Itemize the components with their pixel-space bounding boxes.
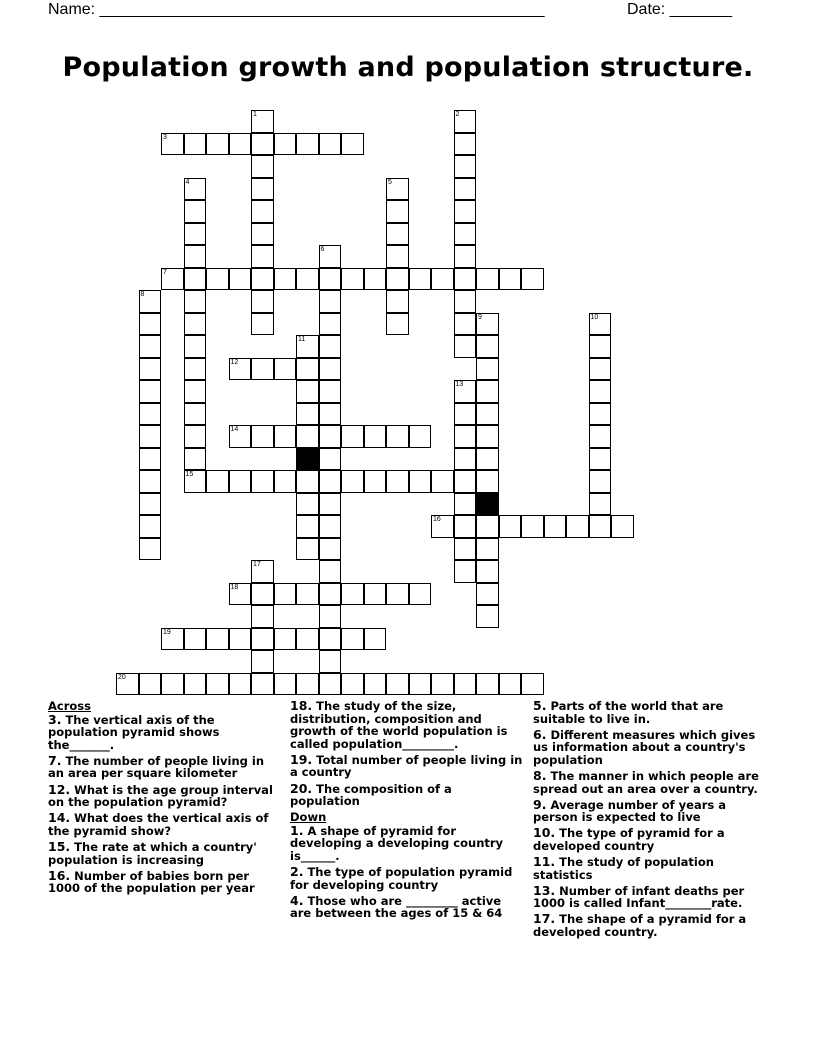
clue-number: 20 [118, 673, 126, 681]
grid-cell[interactable] [544, 515, 567, 538]
grid-cell[interactable] [589, 425, 612, 448]
grid-cell[interactable] [229, 133, 252, 156]
grid-cell[interactable] [296, 268, 319, 291]
grid-cell[interactable] [296, 493, 319, 516]
grid-cell[interactable] [184, 380, 207, 403]
clue-number-label: 15. [48, 838, 71, 854]
grid-cell[interactable] [386, 470, 409, 493]
grid-cell[interactable] [251, 223, 274, 246]
grid-cell[interactable] [206, 673, 229, 696]
grid-cell[interactable] [251, 358, 274, 381]
grid-cell[interactable] [454, 268, 477, 291]
grid-cell[interactable] [341, 268, 364, 291]
clue-text: The study of the size, distribution, composition and growth of the world population is called population_________. [290, 699, 508, 751]
grid-cell[interactable] [296, 583, 319, 606]
grid-cell[interactable] [319, 290, 342, 313]
grid-cell[interactable] [319, 133, 342, 156]
grid-cell[interactable] [251, 470, 274, 493]
grid-cell[interactable] [521, 673, 544, 696]
grid-cell[interactable] [386, 673, 409, 696]
grid-cell[interactable] [454, 448, 477, 471]
grid-cell[interactable] [139, 448, 162, 471]
clue [290, 700, 525, 750]
grid-cell[interactable] [251, 178, 274, 201]
across-heading: Across [48, 699, 91, 713]
clue-number: 8 [140, 291, 145, 298]
grid-cell[interactable] [296, 470, 319, 493]
grid-cell[interactable] [184, 313, 207, 336]
clue [533, 726, 765, 767]
grid-cell[interactable] [431, 470, 454, 493]
grid-cell[interactable] [341, 628, 364, 651]
grid-cell[interactable] [521, 268, 544, 291]
grid-cell[interactable] [139, 538, 162, 561]
grid-cell[interactable] [499, 515, 522, 538]
grid-cell[interactable] [296, 380, 319, 403]
grid-cell[interactable] [184, 358, 207, 381]
grid-cell[interactable] [319, 605, 342, 628]
grid-cell[interactable] [184, 628, 207, 651]
grid-cell[interactable] [296, 673, 319, 696]
clue-number-label: 10. [533, 825, 556, 841]
grid-cell[interactable] [184, 133, 207, 156]
grid-cell[interactable] [319, 538, 342, 561]
grid-cell[interactable] [139, 470, 162, 493]
clue [533, 767, 765, 796]
grid-cell[interactable] [589, 470, 612, 493]
grid-cell[interactable] [454, 133, 477, 156]
clue-number: 4 [185, 178, 190, 186]
clue [533, 796, 765, 825]
grid-cell[interactable] [454, 245, 477, 268]
grid-cell[interactable] [251, 290, 274, 313]
grid-cell[interactable] [251, 155, 274, 178]
clue-text: Different measures which gives us information about a country's population [533, 727, 756, 767]
grid-cell[interactable] [206, 628, 229, 651]
grid-cell[interactable] [116, 673, 139, 696]
clue-number: 13 [455, 381, 464, 388]
grid-cell[interactable] [274, 268, 297, 291]
clue-number: 12 [230, 358, 239, 366]
grid-cell[interactable] [454, 155, 477, 178]
grid-cell[interactable] [476, 583, 499, 606]
grid-cell[interactable] [409, 268, 432, 291]
clue-number-label: 20. [290, 780, 313, 796]
clue-number-label: 5. [533, 698, 547, 713]
grid-cell[interactable] [341, 133, 364, 156]
grid-cell[interactable] [139, 335, 162, 358]
clue-text: The shape of a pyramid for a developed country. [533, 912, 747, 939]
grid-cell[interactable] [431, 268, 454, 291]
grid-cell[interactable] [319, 268, 342, 291]
grid-cell[interactable] [229, 358, 252, 381]
clue-text: The number of people living in an area per square kilometer [48, 753, 265, 781]
grid-cell[interactable] [229, 425, 252, 448]
grid-cell[interactable] [409, 673, 432, 696]
clue-number: 16 [433, 516, 441, 523]
grid-cell[interactable] [386, 313, 409, 336]
grid-cell[interactable] [139, 403, 162, 426]
grid-cell[interactable] [251, 133, 274, 156]
grid-cell[interactable] [184, 403, 207, 426]
grid-cell[interactable] [206, 470, 229, 493]
grid-cell[interactable] [476, 448, 499, 471]
grid-cell[interactable] [566, 515, 589, 538]
grid-cell[interactable] [251, 650, 274, 673]
grid-cell[interactable] [319, 493, 342, 516]
grid-cell[interactable] [521, 515, 544, 538]
clue-text: Total number of people living in a country [290, 752, 523, 780]
grid-cell[interactable] [251, 673, 274, 696]
grid-cell[interactable] [139, 290, 162, 313]
grid-cell[interactable] [251, 425, 274, 448]
grid-cell[interactable] [409, 425, 432, 448]
grid-cell[interactable] [139, 358, 162, 381]
clue [533, 913, 765, 938]
grid-cell[interactable] [454, 470, 477, 493]
clue-number: 3 [163, 133, 167, 141]
clue-text: The vertical axis of the population pyramid shows the_______. [48, 712, 220, 752]
grid-cell[interactable] [251, 245, 274, 268]
grid-cell[interactable] [319, 628, 342, 651]
grid-cell[interactable] [476, 335, 499, 358]
clue-text: What does the vertical axis of the pyramid show? [48, 811, 269, 838]
clue-number-label: 9. [533, 796, 547, 812]
clue [533, 882, 765, 911]
grid-cell[interactable] [611, 515, 634, 538]
grid-cell[interactable] [341, 470, 364, 493]
clue [290, 780, 525, 809]
grid-cell[interactable] [386, 268, 409, 291]
grid-cell[interactable] [364, 268, 387, 291]
grid-cell[interactable] [319, 245, 342, 268]
grid-cell[interactable] [454, 110, 477, 133]
grid-cell[interactable] [251, 268, 274, 291]
grid-cell[interactable] [364, 425, 387, 448]
grid-cell[interactable] [251, 560, 274, 583]
grid-cell[interactable] [364, 583, 387, 606]
date-field: Date: _______ [627, 1, 732, 18]
grid-cell[interactable] [184, 448, 207, 471]
grid-cell[interactable] [476, 673, 499, 696]
clue [48, 711, 273, 752]
grid-cell[interactable] [229, 673, 252, 696]
grid-cell[interactable] [454, 673, 477, 696]
grid-cell[interactable] [319, 335, 342, 358]
grid-cell[interactable] [274, 470, 297, 493]
clue-text: Number of babies born per 1000 of the population per year [48, 868, 255, 896]
grid-cell[interactable] [341, 583, 364, 606]
grid-cell[interactable] [454, 403, 477, 426]
grid-cell[interactable] [319, 313, 342, 336]
grid-cell[interactable] [251, 200, 274, 223]
clue-number-label: 19. [290, 751, 313, 767]
grid-cell[interactable] [589, 448, 612, 471]
clue-number: 5 [388, 178, 392, 186]
clue-text: The composition of a population [290, 781, 452, 809]
grid-cell[interactable] [364, 470, 387, 493]
clue [48, 812, 273, 837]
grid-cell[interactable] [364, 628, 387, 651]
grid-cell[interactable] [589, 380, 612, 403]
grid-cell[interactable] [499, 673, 522, 696]
grid-cell[interactable] [184, 223, 207, 246]
grid-cell[interactable] [296, 358, 319, 381]
name-field: Name: __________________________________________________ [48, 1, 545, 18]
grid-cell[interactable] [476, 268, 499, 291]
grid-cell[interactable] [476, 313, 499, 336]
grid-cell[interactable] [589, 515, 612, 538]
grid-cell[interactable] [341, 673, 364, 696]
grid-cell[interactable] [589, 403, 612, 426]
grid-cell[interactable] [409, 583, 432, 606]
grid-cell[interactable] [319, 583, 342, 606]
grid-cell[interactable] [296, 133, 319, 156]
grid-cell[interactable] [139, 425, 162, 448]
clue-number-label: 8. [533, 767, 547, 783]
grid-cell[interactable] [139, 380, 162, 403]
clue-number-label: 3. [48, 711, 62, 727]
grid-cell[interactable] [296, 335, 319, 358]
clue-number-label: 12. [48, 781, 71, 797]
grid-cell[interactable] [454, 178, 477, 201]
clue-number-label: 6. [533, 726, 547, 742]
clue-text: What is the age group interval on the population pyramid? [48, 782, 273, 810]
grid-cell[interactable] [386, 245, 409, 268]
clue-number: 17 [253, 561, 261, 568]
grid-cell[interactable] [454, 223, 477, 246]
grid-cell[interactable] [139, 313, 162, 336]
grid-cell[interactable] [386, 425, 409, 448]
grid-cell[interactable] [296, 515, 319, 538]
clue-text: A shape of pyramid for developing a developing country is______. [290, 823, 504, 864]
grid-cell[interactable] [476, 538, 499, 561]
clues-column-3 [533, 700, 765, 942]
clue-text: The rate at which a country' population is increasing [48, 839, 257, 867]
grid-cell[interactable] [454, 538, 477, 561]
grid-cell[interactable] [184, 200, 207, 223]
grid-cell[interactable] [251, 110, 274, 133]
grid-cell[interactable] [454, 515, 477, 538]
grid-cell[interactable] [319, 448, 342, 471]
clue-number: 11 [298, 336, 306, 343]
grid-cell[interactable] [589, 358, 612, 381]
grid-cell[interactable] [431, 673, 454, 696]
grid-cell[interactable] [161, 133, 184, 156]
grid-cell[interactable] [319, 380, 342, 403]
page-title: Population growth and population structure. [62, 52, 754, 83]
grid-cell[interactable] [386, 200, 409, 223]
clue-number-label: 7. [48, 752, 62, 768]
black-cell [476, 493, 499, 516]
grid-cell[interactable] [454, 560, 477, 583]
grid-cell[interactable] [454, 425, 477, 448]
grid-cell[interactable] [476, 560, 499, 583]
grid-cell[interactable] [184, 245, 207, 268]
clue [48, 867, 273, 896]
grid-cell[interactable] [229, 628, 252, 651]
grid-cell[interactable] [184, 470, 207, 493]
grid-cell[interactable] [251, 583, 274, 606]
clue-number: 15 [185, 471, 194, 478]
clue-text: Number of infant deaths per 1000 is called Infant________rate. [533, 883, 745, 911]
grid-cell[interactable] [274, 358, 297, 381]
clue [290, 892, 525, 921]
grid-cell[interactable] [589, 335, 612, 358]
clue-number: 6 [320, 246, 325, 253]
grid-cell[interactable] [161, 268, 184, 291]
grid-cell[interactable] [386, 583, 409, 606]
grid-cell[interactable] [476, 403, 499, 426]
grid-cell[interactable] [409, 470, 432, 493]
grid-cell[interactable] [386, 223, 409, 246]
grid-cell[interactable] [476, 515, 499, 538]
grid-cell[interactable] [364, 673, 387, 696]
clue-text: The type of population pyramid for developing country [290, 865, 513, 892]
grid-cell[interactable] [139, 493, 162, 516]
clue [533, 856, 765, 881]
clue-text: The type of pyramid for a developed country [533, 826, 725, 853]
clues-column-1 [48, 700, 273, 898]
grid-cell[interactable] [184, 335, 207, 358]
grid-cell[interactable] [296, 425, 319, 448]
grid-cell[interactable] [161, 628, 184, 651]
grid-cell[interactable] [319, 403, 342, 426]
grid-cell[interactable] [229, 268, 252, 291]
clue-text: The manner in which people are spread out an area over a country. [533, 768, 759, 796]
clue [290, 866, 525, 891]
grid-cell[interactable] [454, 380, 477, 403]
grid-cell[interactable] [341, 425, 364, 448]
grid-cell[interactable] [296, 403, 319, 426]
grid-cell[interactable] [589, 313, 612, 336]
clue-number: 1 [253, 111, 257, 118]
grid-cell[interactable] [184, 425, 207, 448]
grid-cell[interactable] [499, 268, 522, 291]
clue-number-label: 18. [290, 698, 313, 713]
grid-cell[interactable] [274, 133, 297, 156]
grid-cell[interactable] [251, 605, 274, 628]
clue [48, 781, 273, 810]
grid-cell[interactable] [251, 313, 274, 336]
grid-cell[interactable] [476, 380, 499, 403]
grid-cell[interactable] [206, 268, 229, 291]
clues-column-2 [290, 700, 525, 924]
grid-cell[interactable] [319, 515, 342, 538]
clue-number-label: 14. [48, 810, 71, 826]
grid-cell[interactable] [184, 673, 207, 696]
grid-cell[interactable] [139, 673, 162, 696]
down-heading: Down [290, 810, 327, 825]
clue-text: Those who are _________ active are between the ages of 15 & 64 [290, 893, 503, 921]
clue [48, 752, 273, 781]
clue-number: 19 [163, 628, 171, 636]
grid-cell[interactable] [454, 493, 477, 516]
grid-cell[interactable] [274, 425, 297, 448]
grid-cell[interactable] [206, 133, 229, 156]
grid-cell[interactable] [319, 673, 342, 696]
grid-cell[interactable] [184, 268, 207, 291]
grid-cell[interactable] [476, 425, 499, 448]
grid-cell[interactable] [589, 493, 612, 516]
grid-cell[interactable] [319, 425, 342, 448]
grid-cell[interactable] [274, 673, 297, 696]
clue [533, 827, 765, 852]
grid-cell[interactable] [454, 200, 477, 223]
clue-number: 14 [230, 426, 239, 433]
grid-cell[interactable] [319, 358, 342, 381]
clue-text: Average number of years a person is expected to live [533, 797, 727, 825]
grid-cell[interactable] [319, 560, 342, 583]
clue [48, 838, 273, 867]
grid-cell[interactable] [476, 605, 499, 628]
grid-cell[interactable] [476, 470, 499, 493]
grid-cell[interactable] [386, 178, 409, 201]
clue-number: 18 [230, 583, 239, 591]
grid-cell[interactable] [229, 470, 252, 493]
grid-cell[interactable] [431, 515, 454, 538]
grid-cell[interactable] [229, 583, 252, 606]
black-cell [296, 448, 319, 471]
grid-cell[interactable] [319, 470, 342, 493]
clue-number-label: 1. [290, 822, 304, 838]
grid-cell[interactable] [274, 628, 297, 651]
grid-cell[interactable] [139, 515, 162, 538]
clue-number: 10 [590, 313, 599, 321]
grid-cell[interactable] [184, 178, 207, 201]
grid-cell[interactable] [274, 583, 297, 606]
grid-cell[interactable] [476, 358, 499, 381]
clue-number-label: 17. [533, 911, 556, 927]
grid-cell[interactable] [296, 538, 319, 561]
clue-number: 7 [163, 268, 167, 276]
clue-text: The study of population statistics [533, 855, 714, 882]
clue-number-label: 11. [533, 854, 556, 870]
clue [290, 751, 525, 780]
clue-number-label: 4. [290, 892, 304, 908]
clue-number-label: 16. [48, 867, 71, 883]
grid-cell[interactable] [454, 335, 477, 358]
grid-cell[interactable] [454, 290, 477, 313]
clue-number-label: 2. [290, 864, 304, 880]
clue [290, 822, 525, 864]
grid-cell[interactable] [386, 290, 409, 313]
clue [533, 700, 765, 725]
grid-cell[interactable] [296, 628, 319, 651]
clue-number: 2 [455, 111, 460, 118]
grid-cell[interactable] [319, 650, 342, 673]
grid-cell[interactable] [161, 673, 184, 696]
grid-cell[interactable] [184, 290, 207, 313]
clue-text: Parts of the world that are suitable to live in. [533, 699, 724, 726]
clue-number-label: 13. [533, 882, 556, 898]
grid-cell[interactable] [454, 313, 477, 336]
grid-cell[interactable] [251, 628, 274, 651]
clue-number: 9 [478, 313, 482, 321]
